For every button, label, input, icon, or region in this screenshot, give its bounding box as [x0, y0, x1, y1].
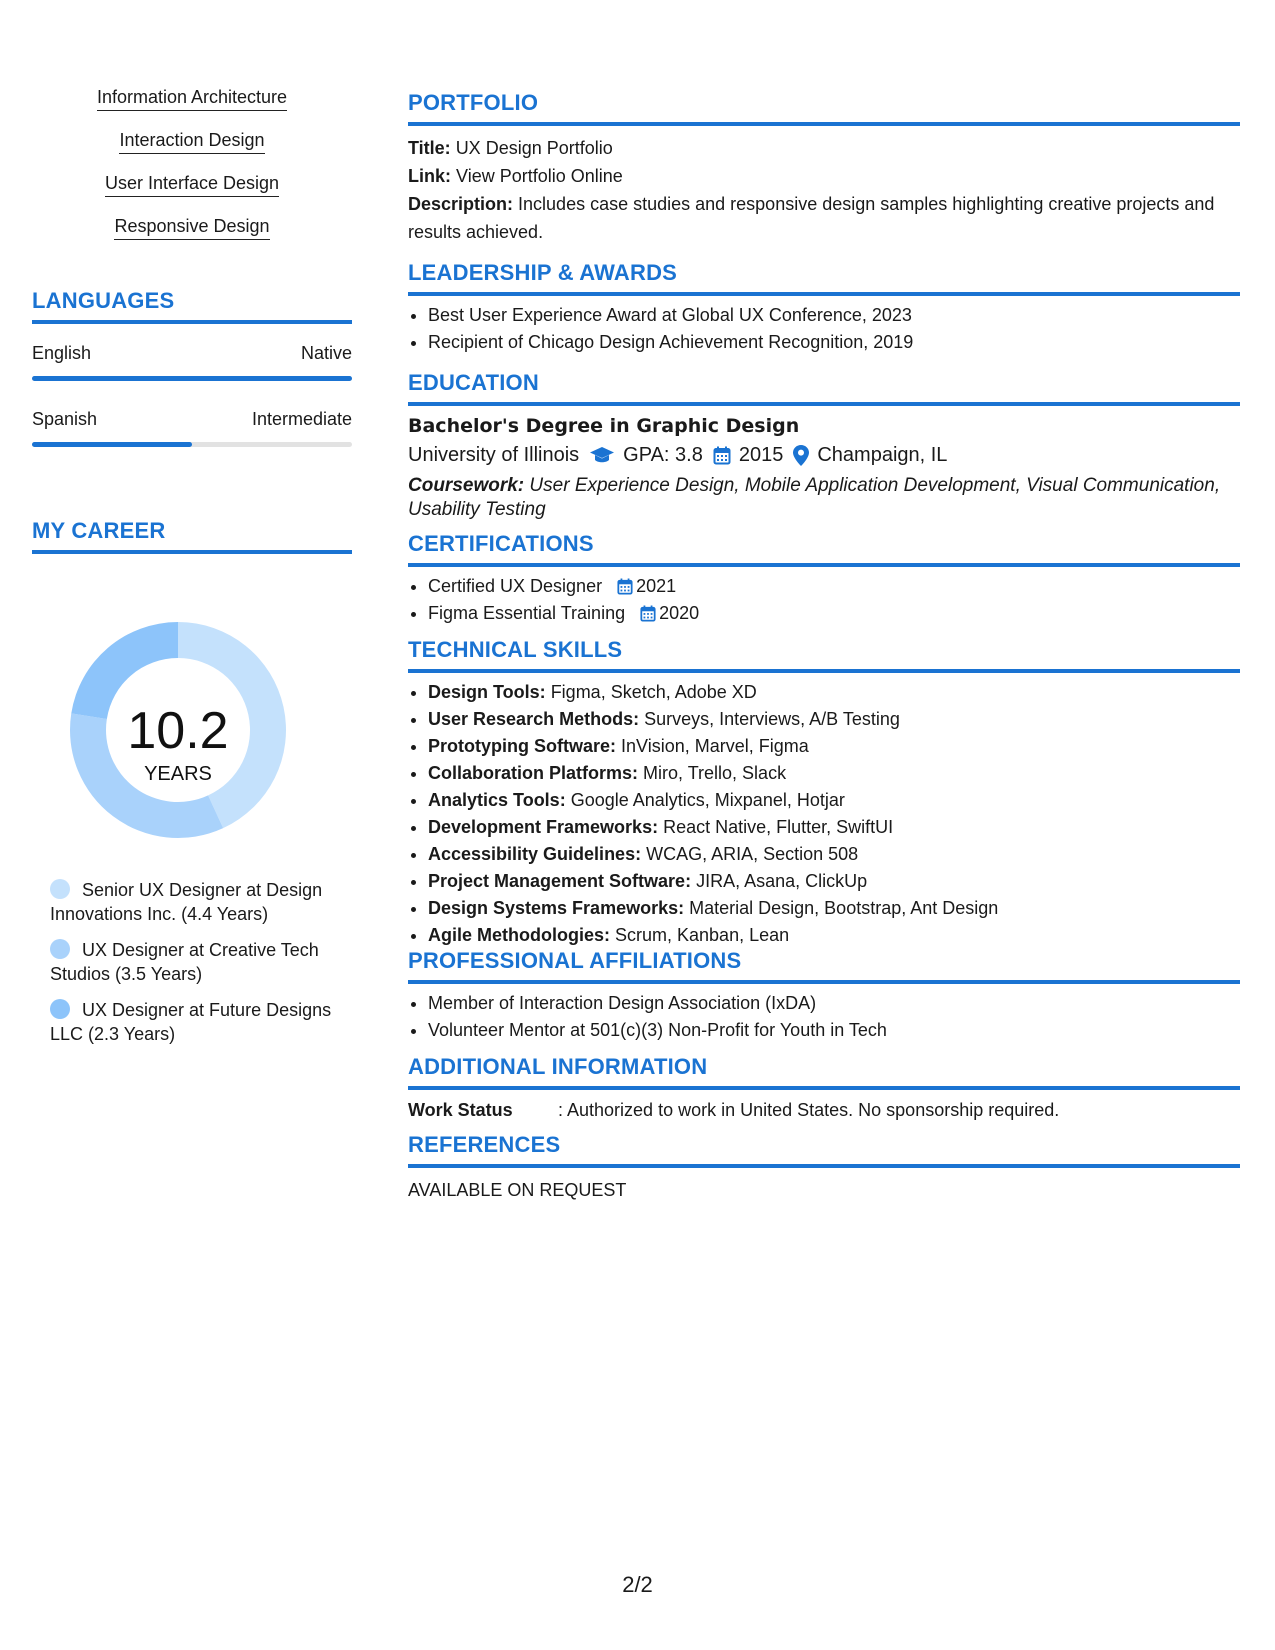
career-legend	[50, 878, 340, 1058]
skill-label: Development Frameworks:	[428, 817, 659, 837]
skill-label: Accessibility Guidelines:	[428, 844, 642, 864]
certification-name: Figma Essential Training	[428, 603, 626, 623]
section-title: TECHNICAL SKILLS	[408, 637, 1240, 673]
skill-item	[428, 679, 1240, 706]
work-status-row	[408, 1096, 1240, 1124]
education-section	[408, 370, 1240, 522]
page-number: 2/2	[622, 1572, 653, 1597]
skill-item	[428, 814, 1240, 841]
skill-item	[428, 922, 1240, 949]
career-section	[32, 518, 352, 554]
skill-item	[428, 787, 1240, 814]
legend-dot-icon	[50, 999, 70, 1019]
graduation-year: 2015	[738, 444, 784, 466]
skill-item	[428, 706, 1240, 733]
calendar-icon	[713, 446, 731, 465]
skill-item	[428, 760, 1240, 787]
interest-item: Information Architecture	[97, 86, 287, 111]
skill-label: Prototyping Software:	[428, 736, 616, 756]
skill-value: Surveys, Interviews, A/B Testing	[644, 709, 900, 729]
list-item: • Best User Experience Award at Global UX Conference, 2023	[428, 302, 1240, 329]
skill-label: Agile Methodologies:	[428, 925, 610, 945]
legend-dot-icon	[50, 879, 70, 899]
school-name: University of Illinois	[408, 444, 580, 466]
language-level: Intermediate	[251, 409, 352, 429]
skill-label: User Research Methods:	[428, 709, 640, 729]
language-name: English	[32, 343, 92, 363]
section-title: REFERENCES	[408, 1132, 1240, 1168]
skill-value: InVision, Marvel, Figma	[621, 736, 809, 756]
graduation-cap-icon	[589, 446, 615, 464]
career-legend-item	[50, 998, 340, 1046]
career-total-value: 10.2	[127, 702, 229, 760]
portfolio-description: Includes case studies and responsive design samples highlighting creative projects and results achieved.	[408, 194, 1215, 242]
affiliations-section	[408, 948, 1240, 1044]
skill-value: WCAG, ARIA, Section 508	[646, 844, 859, 864]
coursework	[408, 474, 1240, 522]
list-item: • Member of Interaction Design Association (IxDA)	[428, 990, 1240, 1017]
leadership-section	[408, 260, 1240, 356]
career-donut-chart	[66, 618, 290, 842]
field-label: Coursework:	[408, 475, 525, 496]
language-level: Native	[300, 343, 352, 363]
section-title: ADDITIONAL INFORMATION	[408, 1054, 1240, 1090]
certifications-section	[408, 531, 1240, 627]
work-status-label: Work Status	[408, 1100, 513, 1120]
interest-item: Responsive Design	[114, 215, 269, 240]
certification-year: 2021	[636, 576, 677, 596]
skill-label: Project Management Software:	[428, 871, 692, 891]
section-title: PORTFOLIO	[408, 90, 1240, 126]
language-bar-fill	[32, 376, 352, 381]
school-location: Champaign, IL	[817, 444, 948, 466]
legend-label: UX Designer at Future Designs LLC (2.3 Years)	[50, 1000, 332, 1044]
references-text: AVAILABLE ON REQUEST	[408, 1180, 627, 1200]
legend-label: Senior UX Designer at Design Innovations Inc. (4.4 Years)	[50, 880, 323, 924]
language-spanish	[32, 408, 352, 447]
skills-section	[408, 637, 1240, 949]
interests-list	[32, 86, 352, 258]
skill-item	[428, 841, 1240, 868]
list-item: • Recipient of Chicago Design Achievement Recognition, 2019	[428, 329, 1240, 356]
location-pin-icon	[793, 445, 809, 466]
portfolio-link[interactable]: View Portfolio Online	[456, 166, 623, 186]
field-label: Title:	[408, 138, 451, 158]
section-title: PROFESSIONAL AFFILIATIONS	[408, 948, 1240, 984]
skill-label: Design Tools:	[428, 682, 546, 702]
interest-item: Interaction Design	[119, 129, 264, 154]
list-item	[428, 573, 1240, 600]
languages-section	[32, 288, 352, 324]
portfolio-title: UX Design Portfolio	[455, 138, 613, 158]
education-details	[408, 440, 1240, 470]
career-legend-item	[50, 878, 340, 926]
skill-value: Miro, Trello, Slack	[643, 763, 787, 783]
section-title: CERTIFICATIONS	[408, 531, 1240, 567]
work-status-value: : Authorized to work in United States. No sponsorship required.	[558, 1100, 1060, 1120]
language-bar	[32, 442, 352, 447]
skill-label: Design Systems Frameworks:	[428, 898, 685, 918]
language-name: Spanish	[32, 409, 98, 429]
section-title: LEADERSHIP & AWARDS	[408, 260, 1240, 296]
skill-value: Material Design, Bootstrap, Ant Design	[689, 898, 999, 918]
skill-value: JIRA, Asana, ClickUp	[696, 871, 868, 891]
language-bar-fill	[32, 442, 192, 447]
references-section	[408, 1132, 1240, 1204]
career-total-unit: YEARS	[144, 763, 212, 785]
gpa: GPA: 3.8	[623, 444, 703, 466]
career-title: MY CAREER	[32, 518, 352, 554]
field-label: Description:	[408, 194, 514, 214]
list-item: • Volunteer Mentor at 501(c)(3) Non-Profit for Youth in Tech	[428, 1017, 1240, 1044]
legend-dot-icon	[50, 939, 70, 959]
skill-value: Google Analytics, Mixpanel, Hotjar	[570, 790, 845, 810]
certification-year: 2020	[659, 603, 700, 623]
interest-item: User Interface Design	[105, 172, 279, 197]
skill-value: Figma, Sketch, Adobe XD	[550, 682, 757, 702]
calendar-icon	[640, 605, 656, 622]
degree-title: Bachelor's Degree in Graphic Design	[408, 415, 800, 437]
portfolio-section	[408, 90, 1240, 246]
skill-item	[428, 733, 1240, 760]
section-title: EDUCATION	[408, 370, 1240, 406]
legend-label: UX Designer at Creative Tech Studios (3.5 Years)	[50, 940, 319, 984]
coursework-list: User Experience Design, Mobile Application Development, Visual Communication, Usability Testing	[408, 475, 1221, 520]
language-bar	[32, 376, 352, 381]
skill-item	[428, 895, 1240, 922]
skill-label: Analytics Tools:	[428, 790, 566, 810]
skill-value: React Native, Flutter, SwiftUI	[663, 817, 894, 837]
field-label: Link:	[408, 166, 451, 186]
languages-title: LANGUAGES	[32, 288, 352, 324]
skill-label: Collaboration Platforms:	[428, 763, 639, 783]
additional-info-section	[408, 1054, 1240, 1124]
skill-item	[428, 868, 1240, 895]
list-item	[428, 600, 1240, 627]
skill-value: Scrum, Kanban, Lean	[615, 925, 790, 945]
calendar-icon	[617, 578, 633, 595]
certification-name: Certified UX Designer	[428, 576, 603, 596]
career-legend-item	[50, 938, 340, 986]
language-english	[32, 342, 352, 381]
